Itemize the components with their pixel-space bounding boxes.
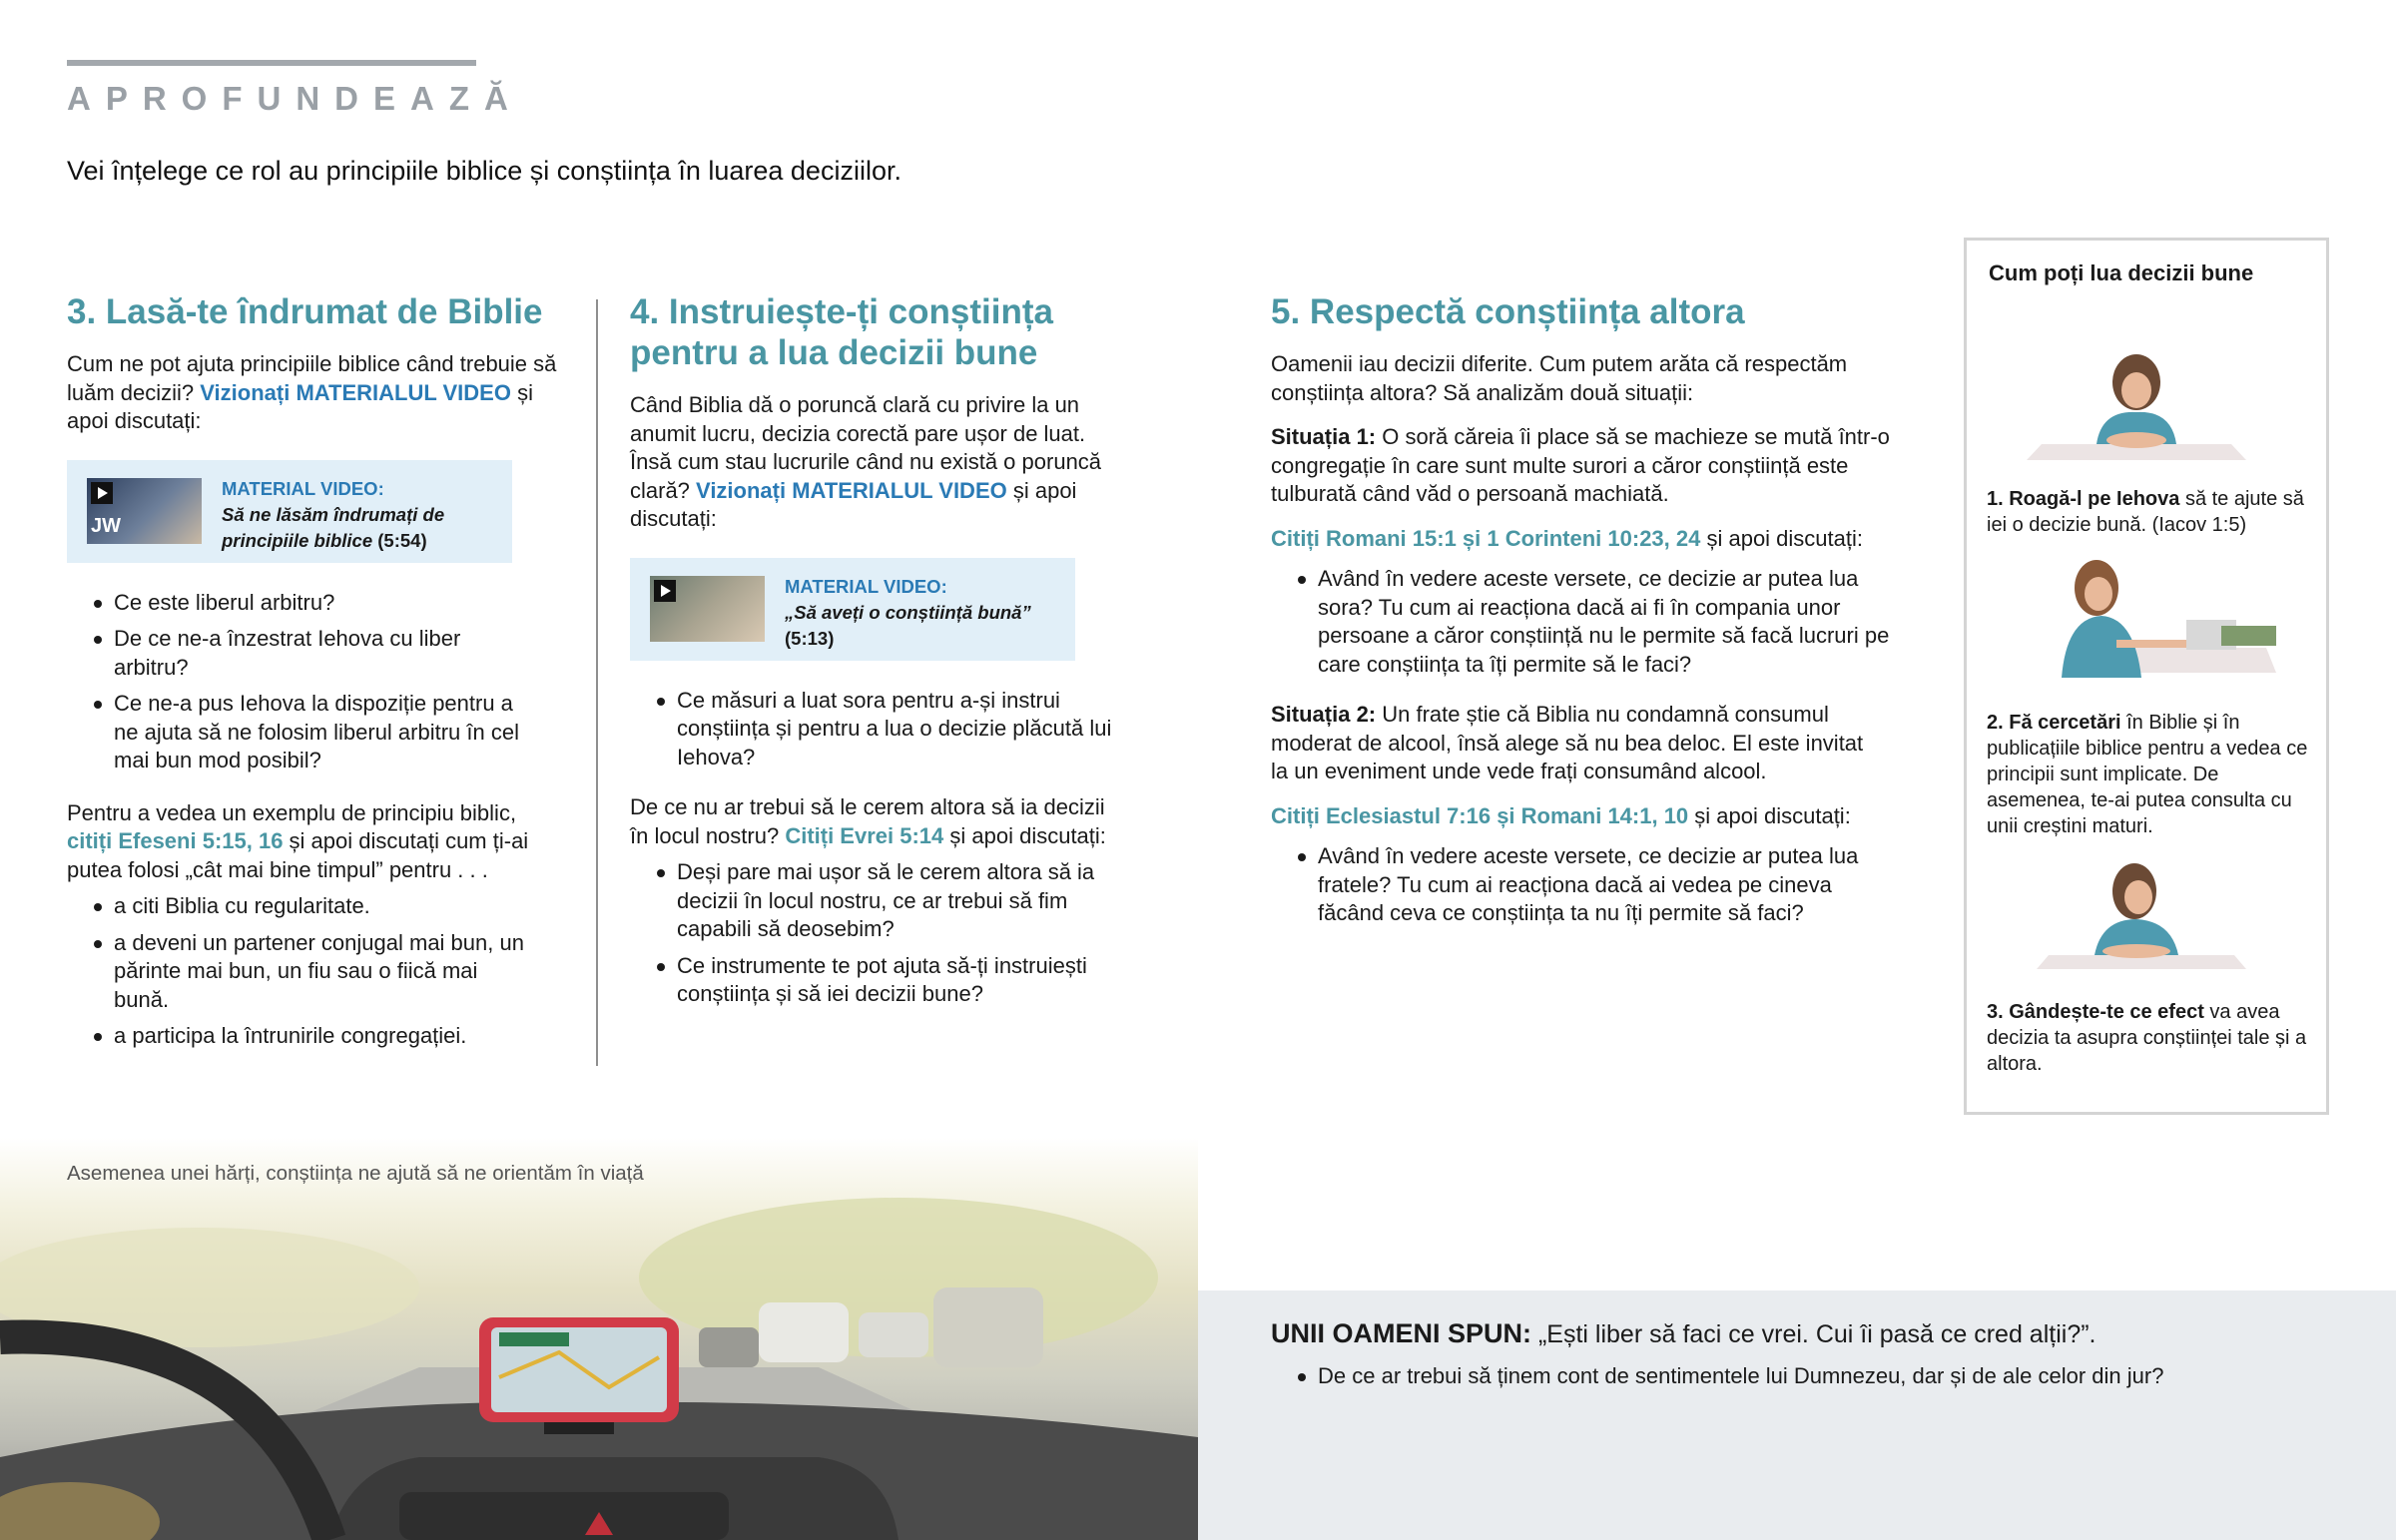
list-item: Ce măsuri a luat sora pentru a-și instrui conștiința și pentru a lua o decizie plăcută lui Iehova? [630,687,1119,772]
section-3-example: Pentru a vedea un exemplu de principiu biblic, citiți Efeseni 5:15, 16 și apoi discutați cum ți-ai putea folosi „cât mai bine timpul” pentru . . . [67,799,529,882]
list-item: a citi Biblia cu regularitate. [67,892,536,921]
scripture-link[interactable]: Citiți Evrei 5:14 [785,822,944,848]
intro-text: Vei înțelege ce rol au principiile biblice și conștiința în luarea deciziilor. [67,156,901,186]
video-card[interactable] [67,460,512,563]
video-label: MATERIAL VIDEO: Să ne lăsăm îndrumați de principiile biblice (5:54) [222,477,445,551]
jw-logo-icon: JW [91,514,121,537]
video-link[interactable]: Vizionați MATERIALUL VIDEO [696,477,1007,503]
section-3 [67,291,566,1059]
play-icon[interactable] [91,482,113,504]
step-1: 1. Roagă-l pe Iehova să te ajute să iei o decizie bună. (Iacov 1:5) [1987,488,2304,536]
video-thumbnail[interactable] [87,478,202,544]
section-5-title: 5. Respectă conștiința altora [1271,292,1745,331]
situation-1-bullets [1271,565,1910,679]
situation-2: Situația 2: Un frate știe că Biblia nu condamnă consumul moderat de alcool, însă alege să nu bea deloc. El este invitat la un eveniment unde vede frați consumând alcool. [1271,702,1864,783]
list-item: a participa la întrunirile congregației. [67,1022,536,1051]
video-link[interactable]: Vizionați MATERIALUL VIDEO [200,379,511,405]
list-item: De ce ne-a înzestrat Iehova cu liber arbitru? [67,625,536,682]
video-label: MATERIAL VIDEO: „Să aveți o conștiință bună” (5:13) [785,575,1031,649]
list-item: a deveni un partener conjugal mai bun, un părinte mai bun, un fiu sau o fiică mai bună. [67,929,536,1015]
video-card[interactable] [630,558,1075,661]
section-4-intro: Când Biblia dă o poruncă clară cu privire la un anumit lucru, decizia corectă pare ușor de luat. Însă cum stau lucrurile când nu există o poruncă clară? Vizionați MATERIALUL VIDEO și apoi discutați: [630,392,1102,531]
list-item: Ce ne-a pus Iehova la dispoziție pentru a ne ajuta să ne folosim liberul arbitru în cel mai bun mod posibil? [67,690,536,775]
header-rule [67,60,476,66]
section-3-bullets-1 [67,589,536,775]
researching-woman-illustration [2017,548,2286,688]
list-item: Deși pare mai ușor să le cerem altora să ia decizii în locul nostru, ce ar trebui să fim capabili să deosebim? [630,858,1129,944]
section-3-intro: Cum ne pot ajuta principiile biblice când trebuie să luăm decizii? Vizionați MATERIALUL VIDEO și apoi discutați: [67,351,557,433]
people-say-panel [1198,1290,2396,1540]
list-item: Având în vedere aceste versete, ce decizie ar putea lua fratele? Tu cum ai reacționa dacă ai vedea pe cineva făcând ceva ce conștiința ta nu îți permite să faci? [1271,842,1880,928]
scripture-link[interactable]: Citiți Romani 15:1 și 1 Corinteni 10:23, 24 [1271,525,1701,551]
list-item: De ce ar trebui să ținem cont de sentimentele lui Dumnezeu, dar și de ale celor din jur? [1271,1362,2369,1391]
list-item: Având în vedere aceste versete, ce decizie ar putea lua sora? Tu cum ai reacționa dacă ai fi în compania unor persoane a căror conștiință nu le permite să facă lucruri pe care conștiința ta îți permite să le faci? [1271,565,1910,679]
play-icon[interactable] [654,580,676,602]
section-4-bullets-2 [630,858,1129,1009]
thinking-woman-illustration [2017,851,2256,981]
situation-2-read: Citiți Eclesiastul 7:16 și Romani 14:1, 10 și apoi discutați: [1271,802,1851,828]
section-4-question: De ce nu ar trebui să le cerem altora să ia decizii în locul nostru? Citiți Evrei 5:14 și apoi discutați: [630,794,1106,848]
section-3-bullets-2 [67,892,536,1051]
dashboard-phone-illustration [0,1138,1198,1540]
step-3: 3. Gândește-te ce efect va avea decizia ta asupra conștiinței tale și a altora. [1987,1001,2307,1075]
sidebar-title: Cum poți lua decizii bune [1989,260,2254,285]
praying-woman-illustration [2017,340,2256,470]
section-3-title: 3. Lasă-te îndrumat de Biblie [67,292,543,331]
situation-1: Situația 1: O soră căreia îi place să se machieze se mută într-o congregație în care sunt multe surori a căror conștiință este tulburată când văd o persoană machiată. [1271,424,1890,506]
step-2: 2. Fă cercetări în Biblie și în publicațiile biblice pentru a vedea ce principii sunt implicate. De asemenea, te-ai putea consulta cu unii creștini maturi. [1987,712,2308,837]
driving-photo [0,1138,1198,1540]
section-4-bullets-1 [630,687,1119,772]
decision-steps-box [1964,238,2329,1115]
situation-2-bullets [1271,842,1880,928]
column-divider [596,299,598,1066]
scripture-link[interactable]: Citiți Eclesiastul 7:16 și Romani 14:1, 10 [1271,802,1689,828]
section-5 [1271,291,1910,936]
situation-1-read: Citiți Romani 15:1 și 1 Corinteni 10:23, 24 și apoi discutați: [1271,525,1863,551]
section-5-intro: Oamenii iau decizii diferite. Cum putem arăta că respectăm conștiința altora? Să analizăm două situații: [1271,351,1848,405]
photo-caption: Asemenea unei hărți, conștiința ne ajută să ne orientăm în viață [67,1162,644,1185]
people-say-quote: UNII OAMENI SPUN: „Ești liber să faci ce vrei. Cui îi pasă ce cred alții?”. [1271,1318,2096,1348]
people-say-bullets [1271,1362,2369,1399]
list-item: Ce este liberul arbitru? [67,589,536,618]
scripture-link[interactable]: citiți Efeseni 5:15, 16 [67,828,284,853]
section-4 [630,291,1129,1017]
section-4-title: 4. Instruiește-ți conștiința pentru a lua decizii bune [630,292,1053,372]
section-kicker: APROFUNDEAZĂ [67,80,523,117]
list-item: Ce instrumente te pot ajuta să-ți instruiești conștiința și să iei decizii bune? [630,952,1129,1009]
video-thumbnail[interactable] [650,576,765,642]
